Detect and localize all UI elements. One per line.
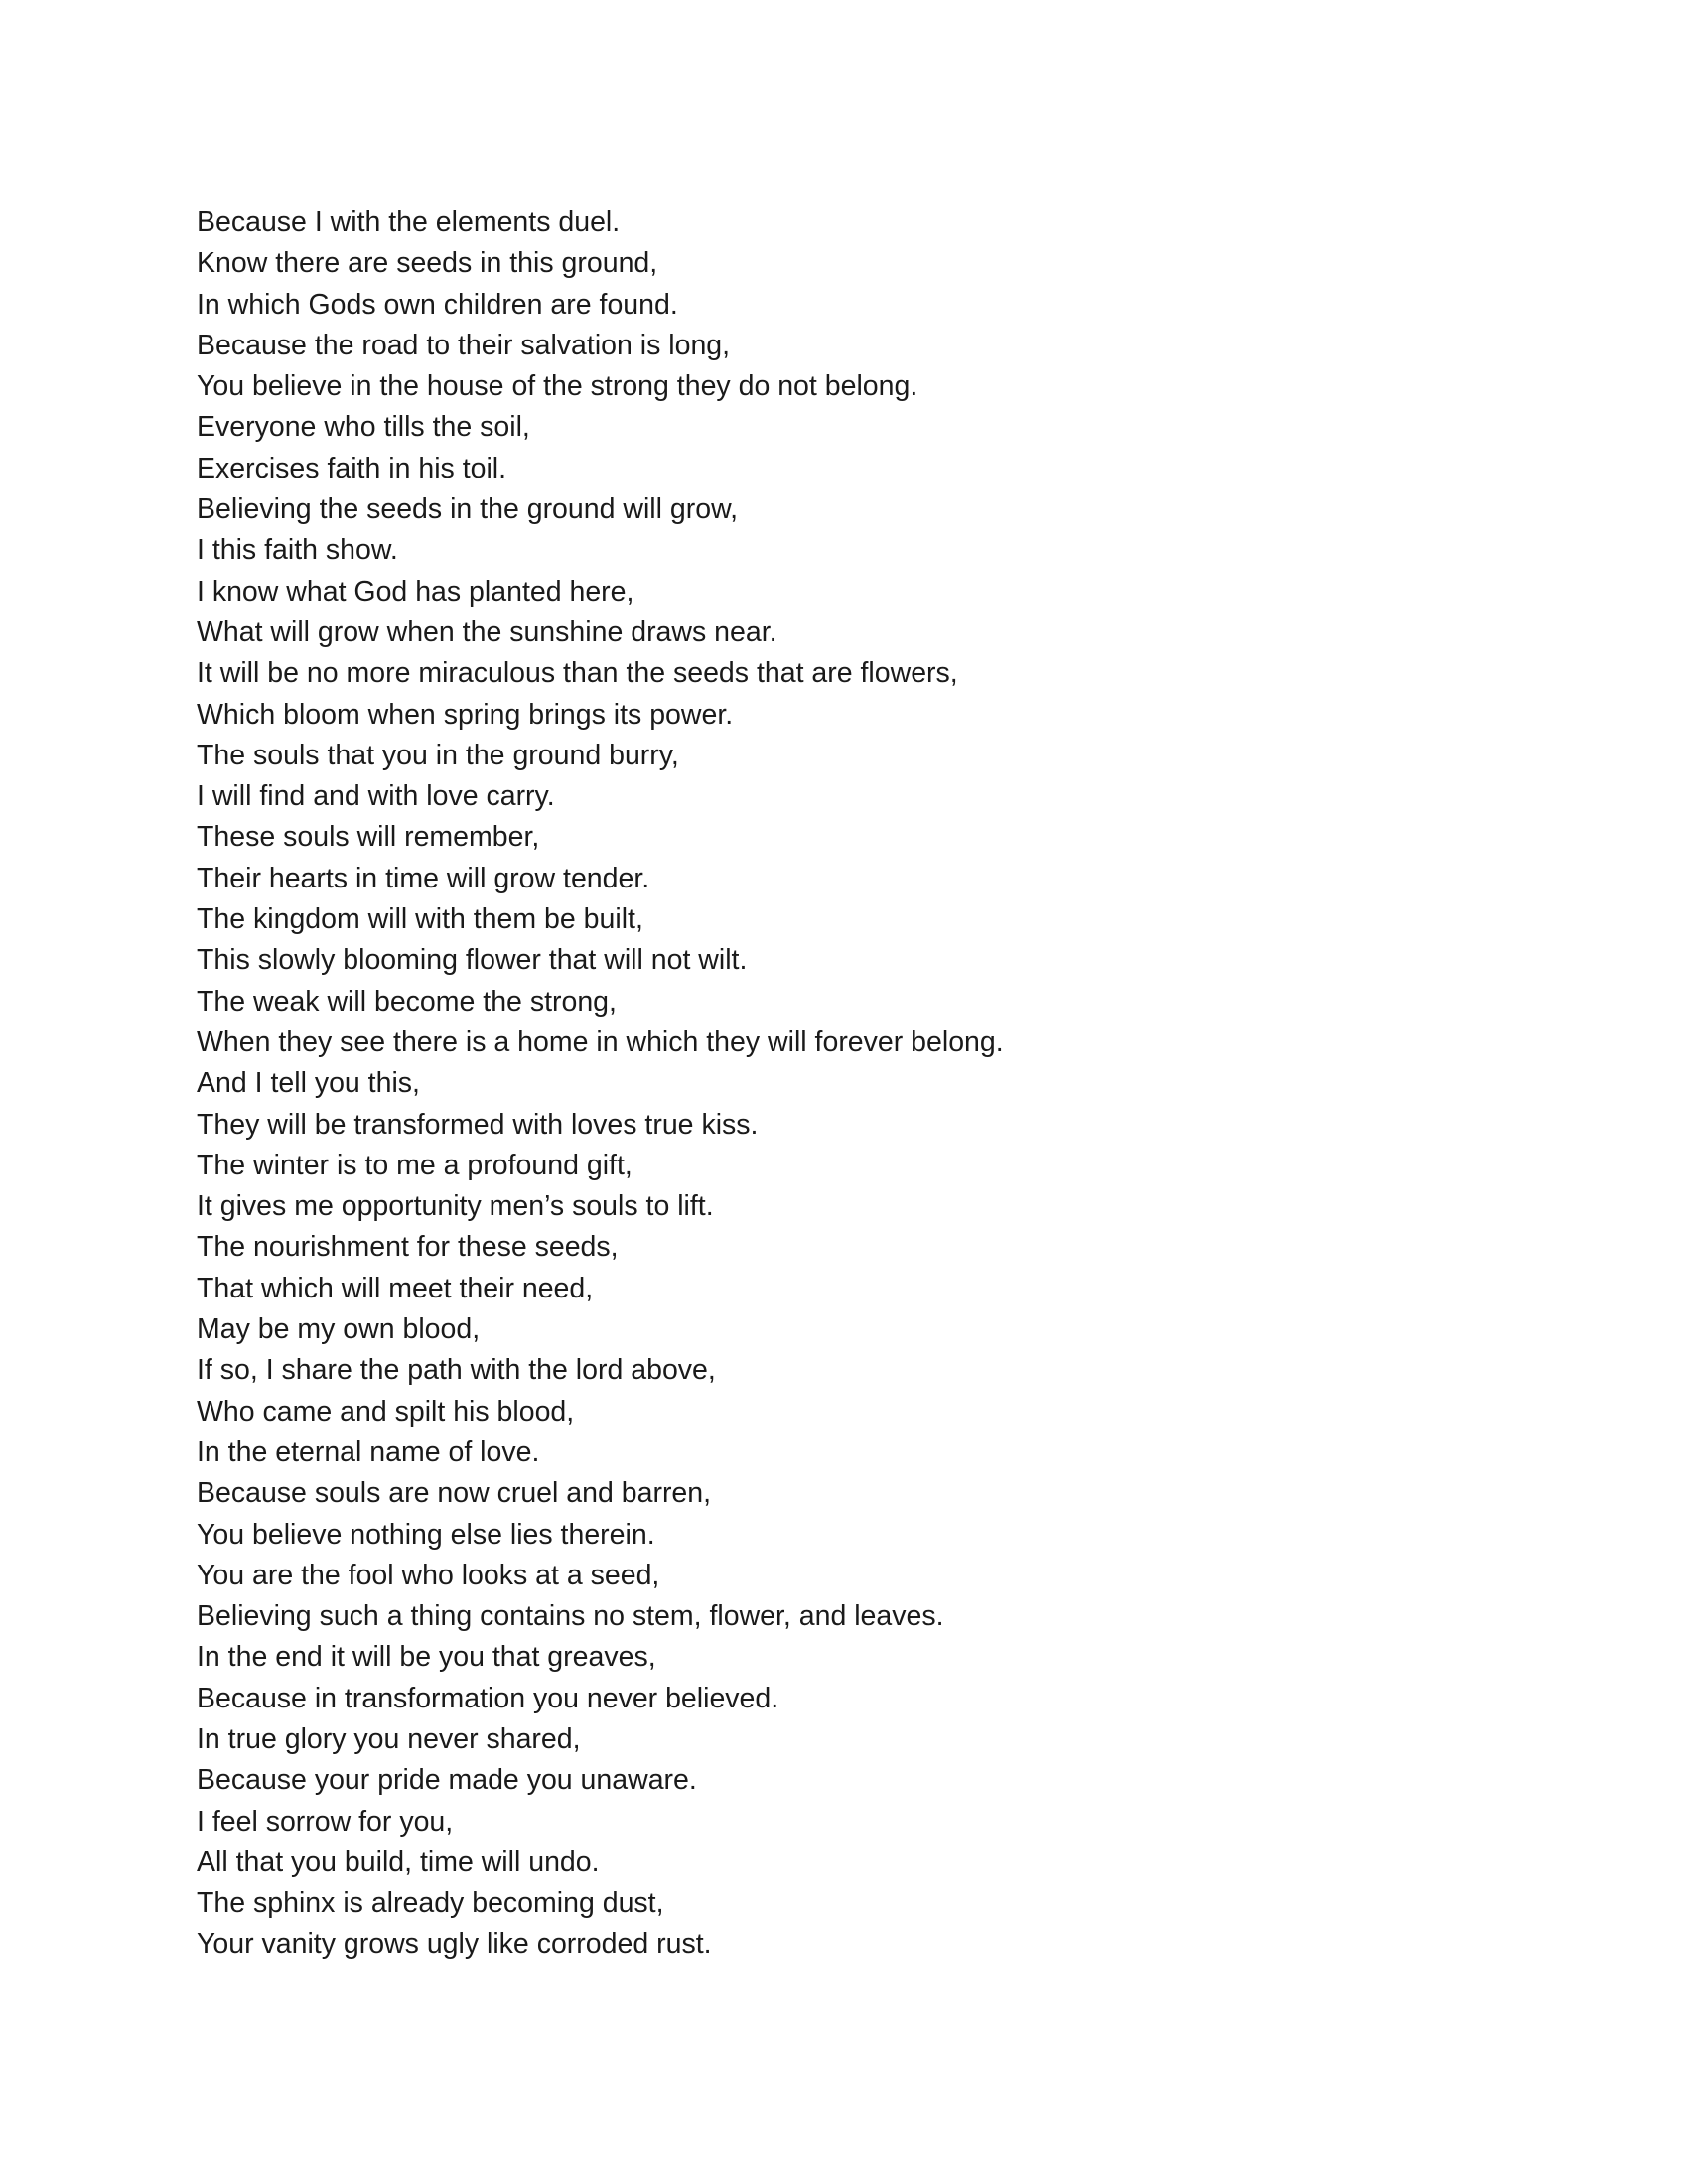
poem-line: Who came and spilt his blood, xyxy=(197,1395,575,1428)
poem-line: Which bloom when spring brings its power. xyxy=(197,698,734,731)
poem-line: It gives me opportunity men’s souls to lift. xyxy=(197,1190,714,1223)
poem-line: Because souls are now cruel and barren, xyxy=(197,1477,712,1510)
poem-line: All that you build, time will undo. xyxy=(197,1845,600,1878)
poem-line: They will be transformed with loves true kiss. xyxy=(197,1108,759,1141)
poem-line: If so, I share the path with the lord above, xyxy=(197,1354,716,1387)
poem-line: May be my own blood, xyxy=(197,1313,481,1346)
poem-line: And I tell you this, xyxy=(197,1067,420,1100)
poem-line: I will find and with love carry. xyxy=(197,780,555,813)
poem-line: I feel sorrow for you, xyxy=(197,1805,454,1838)
poem-line: Because I with the elements duel. xyxy=(197,206,621,238)
poem-line: This slowly blooming flower that will not wilt. xyxy=(197,944,748,977)
poem-line: Know there are seeds in this ground, xyxy=(197,247,658,280)
poem-line: When they see there is a home in which they will forever belong. xyxy=(197,1025,1004,1058)
poem-line: The nourishment for these seeds, xyxy=(197,1231,619,1264)
poem-line: The souls that you in the ground burry, xyxy=(197,739,679,771)
poem-line: Believing such a thing contains no stem, flower, and leaves. xyxy=(197,1600,944,1633)
poem-line: That which will meet their need, xyxy=(197,1272,594,1304)
poem-line: It will be no more miraculous than the seeds that are flowers, xyxy=(197,657,958,690)
poem-line: Believing the seeds in the ground will grow, xyxy=(197,493,738,526)
poem-line: Because your pride made you unaware. xyxy=(197,1764,697,1797)
poem-line: In true glory you never shared, xyxy=(197,1722,581,1755)
poem-line: The winter is to me a profound gift, xyxy=(197,1149,633,1181)
poem-line: The kingdom will with them be built, xyxy=(197,903,643,936)
poem-line: These souls will remember, xyxy=(197,821,540,854)
poem-text xyxy=(197,203,1004,1966)
poem-line: You believe in the house of the strong they do not belong. xyxy=(197,370,918,403)
poem-line: Exercises faith in his toil. xyxy=(197,452,507,484)
poem-line: Their hearts in time will grow tender. xyxy=(197,862,650,894)
poem-line: You are the fool who looks at a seed, xyxy=(197,1559,660,1591)
poem-line: I know what God has planted here, xyxy=(197,575,634,608)
poem-line: The weak will become the strong, xyxy=(197,985,617,1018)
poem-line: Because in transformation you never believed. xyxy=(197,1682,779,1714)
poem-line: I this faith show. xyxy=(197,534,398,567)
poem-line: Because the road to their salvation is long, xyxy=(197,329,731,361)
poem-line: In the end it will be you that greaves, xyxy=(197,1641,656,1674)
poem-line: Your vanity grows ugly like corroded rust. xyxy=(197,1928,712,1961)
poem-line: What will grow when the sunshine draws near. xyxy=(197,615,777,648)
poem-line: The sphinx is already becoming dust, xyxy=(197,1887,664,1920)
poem-line: Everyone who tills the soil, xyxy=(197,411,530,444)
poem-line: In the eternal name of love. xyxy=(197,1435,540,1468)
poem-line: You believe nothing else lies therein. xyxy=(197,1518,655,1551)
poem-line: In which Gods own children are found. xyxy=(197,288,678,321)
